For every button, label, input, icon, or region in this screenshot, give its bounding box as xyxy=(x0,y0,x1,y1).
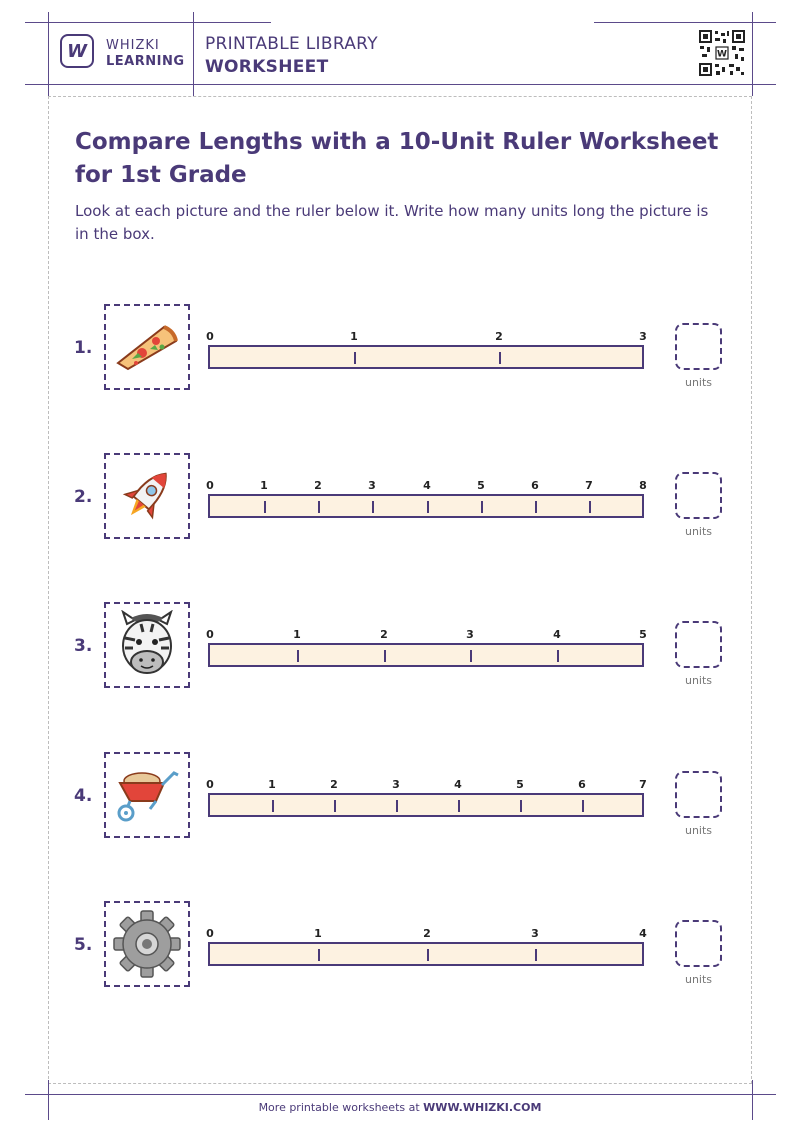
tick-label: 1 xyxy=(260,479,268,492)
ruler-tick xyxy=(272,800,274,812)
answer-box[interactable] xyxy=(675,323,722,370)
tick-label: 3 xyxy=(639,330,647,343)
ruler-tick xyxy=(354,352,356,364)
units-label: units xyxy=(684,376,713,389)
tick-label: 4 xyxy=(553,628,561,641)
header-line-left xyxy=(48,12,49,96)
tick-label: 0 xyxy=(206,778,214,791)
ruler-tick xyxy=(384,650,386,662)
tick-label: 7 xyxy=(639,778,647,791)
ruler-tick xyxy=(535,501,537,513)
answer-box[interactable] xyxy=(675,771,722,818)
footer xyxy=(0,1101,800,1114)
qr-code xyxy=(698,29,746,77)
ruler-tick xyxy=(334,800,336,812)
tick-label: 6 xyxy=(578,778,586,791)
picture-box xyxy=(104,752,190,838)
worksheet-label: WORKSHEET xyxy=(205,57,329,77)
ruler-tick xyxy=(427,949,429,961)
picture-box xyxy=(104,602,190,688)
answer-box[interactable] xyxy=(675,920,722,967)
header-divider xyxy=(193,12,194,96)
picture-box xyxy=(104,453,190,539)
gear-icon xyxy=(112,909,182,979)
header-line-top-right xyxy=(594,22,776,23)
wheelbarrow-icon xyxy=(112,767,182,823)
ruler xyxy=(208,942,644,966)
tick-label: 2 xyxy=(314,479,322,492)
footer-link[interactable]: WWW.WHIZKI.COM xyxy=(423,1101,542,1114)
zebra-icon xyxy=(113,610,181,680)
ruler-tick xyxy=(481,501,483,513)
ruler-tick xyxy=(264,501,266,513)
tick-label: 5 xyxy=(516,778,524,791)
ruler-tick xyxy=(582,800,584,812)
footer-line-left xyxy=(48,1080,49,1120)
footer-line xyxy=(25,1094,776,1095)
tick-label: 7 xyxy=(585,479,593,492)
ruler xyxy=(208,494,644,518)
tick-label: 4 xyxy=(639,927,647,940)
tick-label: 6 xyxy=(531,479,539,492)
question-number: 2. xyxy=(74,487,93,507)
ruler-tick xyxy=(427,501,429,513)
tick-label: 3 xyxy=(531,927,539,940)
brand-subtitle: LEARNING xyxy=(106,54,185,69)
ruler-tick xyxy=(470,650,472,662)
tick-label: 5 xyxy=(477,479,485,492)
ruler xyxy=(208,345,644,369)
svg-text:W: W xyxy=(717,49,727,60)
ruler-tick xyxy=(318,501,320,513)
frame-bottom-edge xyxy=(48,1083,752,1084)
ruler-tick xyxy=(535,949,537,961)
question-number: 1. xyxy=(74,338,93,358)
picture-box xyxy=(104,304,190,390)
library-label: PRINTABLE LIBRARY xyxy=(205,34,378,54)
tick-label: 4 xyxy=(423,479,431,492)
header-line-bottom xyxy=(25,84,776,85)
tick-label: 1 xyxy=(350,330,358,343)
rocket-icon xyxy=(117,463,177,529)
answer-box[interactable] xyxy=(675,621,722,668)
tick-label: 1 xyxy=(293,628,301,641)
tick-label: 2 xyxy=(423,927,431,940)
picture-box xyxy=(104,901,190,987)
units-label: units xyxy=(684,824,713,837)
footer-line-right xyxy=(752,1080,753,1120)
whizki-logo xyxy=(60,34,94,68)
tick-label: 3 xyxy=(392,778,400,791)
question-number: 5. xyxy=(74,935,93,955)
footer-text: More printable worksheets at xyxy=(258,1101,420,1114)
ruler-tick xyxy=(520,800,522,812)
tick-label: 0 xyxy=(206,330,214,343)
tick-label: 2 xyxy=(330,778,338,791)
tick-label: 1 xyxy=(314,927,322,940)
ruler xyxy=(208,643,644,667)
ruler-tick xyxy=(372,501,374,513)
tick-label: 8 xyxy=(639,479,647,492)
ruler-tick xyxy=(297,650,299,662)
ruler-tick xyxy=(318,949,320,961)
worksheet-title: Compare Lengths with a 10-Unit Ruler Worksheet for 1st Grade xyxy=(75,129,719,188)
tick-label: 0 xyxy=(206,628,214,641)
pizza-slice-icon xyxy=(112,319,182,375)
ruler-tick xyxy=(589,501,591,513)
units-label: units xyxy=(684,525,713,538)
tick-label: 5 xyxy=(639,628,647,641)
tick-label: 3 xyxy=(466,628,474,641)
tick-label: 3 xyxy=(368,479,376,492)
ruler xyxy=(208,793,644,817)
units-label: units xyxy=(684,674,713,687)
ruler-tick xyxy=(458,800,460,812)
ruler-tick xyxy=(557,650,559,662)
header-line-top-left xyxy=(25,22,271,23)
brand-name: WHIZKI xyxy=(106,38,160,53)
tick-label: 0 xyxy=(206,927,214,940)
logo-letter: W xyxy=(67,40,87,62)
instructions: Look at each picture and the ruler below it. Write how many units long the picture is in the box. xyxy=(75,202,709,243)
tick-label: 1 xyxy=(268,778,276,791)
ruler-tick xyxy=(396,800,398,812)
header-line-right xyxy=(752,12,753,96)
ruler-tick xyxy=(499,352,501,364)
units-label: units xyxy=(684,973,713,986)
frame-top-edge xyxy=(48,96,752,97)
tick-label: 4 xyxy=(454,778,462,791)
tick-label: 2 xyxy=(380,628,388,641)
answer-box[interactable] xyxy=(675,472,722,519)
question-number: 4. xyxy=(74,786,93,806)
question-number: 3. xyxy=(74,636,93,656)
tick-label: 2 xyxy=(495,330,503,343)
tick-label: 0 xyxy=(206,479,214,492)
